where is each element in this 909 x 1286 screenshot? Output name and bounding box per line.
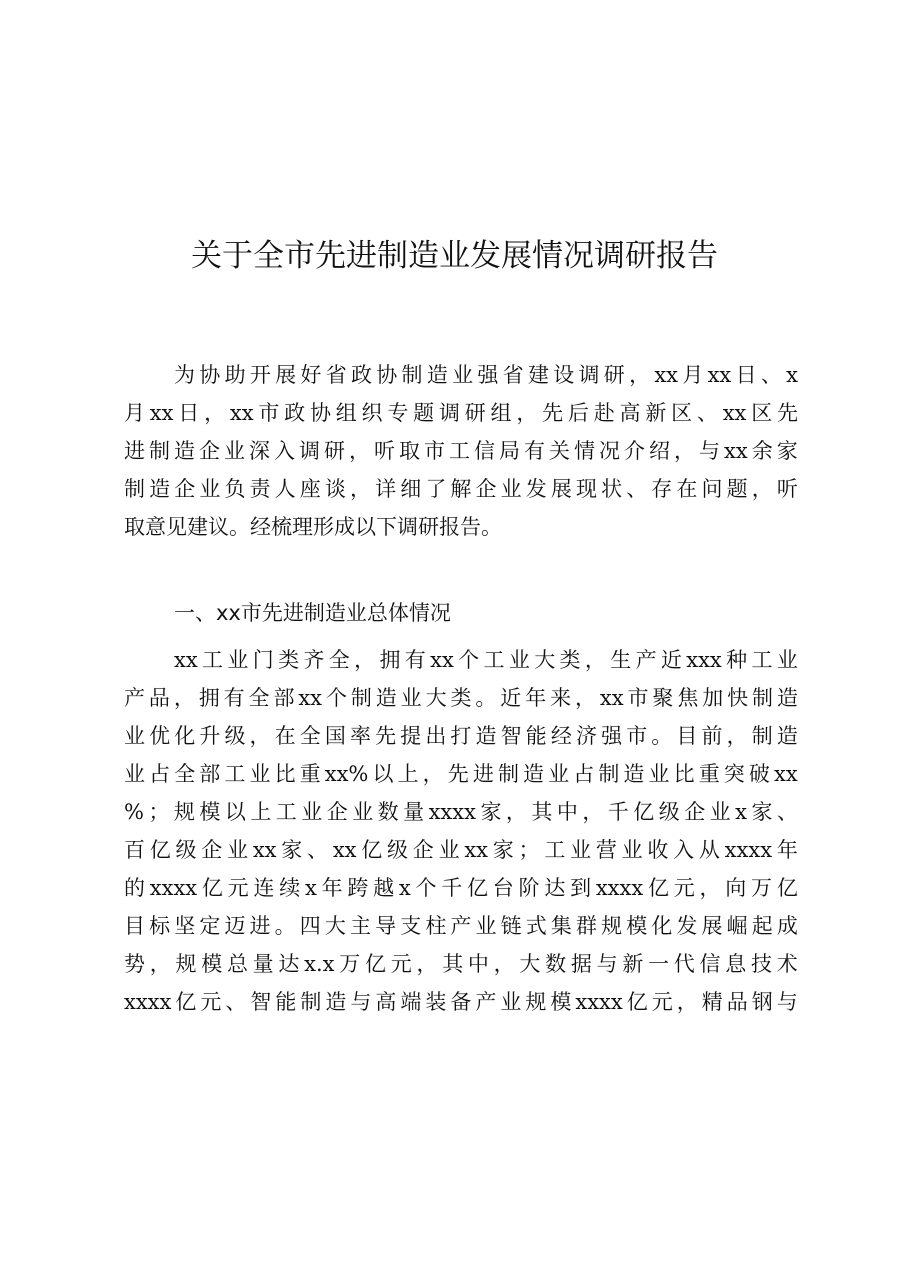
document-title: 关于全市先进制造业发展情况调研报告 [191,238,718,274]
paragraph-line: 进 制 造 企 业 深 入 调 研 ， 听 取 市 工 信 局 有 关 情 况 介 绍 ， 与 xx 余 家 [124,439,798,463]
overview-paragraph [124,641,798,1021]
paragraph-line: 月 xx 日 ， xx 市 政 协 组 织 专 题 调 研 组 ， 先 后 赴 高 新 区 、 xx 区 先 [124,401,798,425]
paragraph-line: 取意见建议。经梳理形成以下调研报告。 [124,515,502,539]
paragraph-line: 为 协 助 开 展 好 省 政 协 制 造 业 强 省 建 设 调 研 ， xx 月 xx 日 、 x [174,363,798,387]
paragraph-line: 势 ， 规 模 总 量 达 x.x 万 亿 元 ， 其 中 ， 大 数 据 与 新 一 代 信 息 技 术 [124,952,798,976]
paragraph-line: 业 优 化 升 级 ， 在 全 国 率 先 提 出 打 造 智 能 经 济 强 市 。 目 前 ， 制 造 [124,724,798,748]
paragraph-line: 业 占 全 部 工 业 比 重 xx% 以 上 ， 先 进 制 造 业 占 制 造 业 比 重 突 破 xx [124,762,798,786]
paragraph-line: xxxx 亿 元 、 智 能 制 造 与 高 端 装 备 产 业 规 模 xxxx 亿 元 ， 精 品 钢 与 [124,990,798,1014]
paragraph-line: 产 品 ， 拥 有 全 部 xx 个 制 造 业 大 类 。 近 年 来 ， xx 市 聚 焦 加 快 制 造 [124,686,798,710]
intro-paragraph [124,356,798,546]
paragraph-line: xx 工 业 门 类 齐 全 ， 拥 有 xx 个 工 业 大 类 ， 生 产 近 xxx 种 工 业 [174,648,798,672]
section-heading: 一、xx市先进制造业总体情况 [174,601,451,625]
paragraph-line: 制 造 企 业 负 责 人 座 谈 ， 详 细 了 解 企 业 发 展 现 状 、 存 在 问 题 ， 听 [124,477,798,501]
paragraph-line: 的 xxxx 亿 元 连 续 x 年 跨 越 x 个 千 亿 台 阶 达 到 xxxx 亿 元 ， 向 万 亿 [124,876,798,900]
paragraph-line: % ； 规 模 以 上 工 业 企 业 数 量 xxxx 家 ， 其 中 ， 千 亿 级 企 业 x 家 、 [124,800,798,824]
paragraph-line: 百 亿 级 企 业 xx 家 、 xx 亿 级 企 业 xx 家 ； 工 业 营 业 收 入 从 xxxx 年 [124,838,798,862]
paragraph-line: 目 标 坚 定 迈 进 。 四 大 主 导 支 柱 产 业 链 式 集 群 规 模 化 发 展 崛 起 成 [124,914,798,938]
